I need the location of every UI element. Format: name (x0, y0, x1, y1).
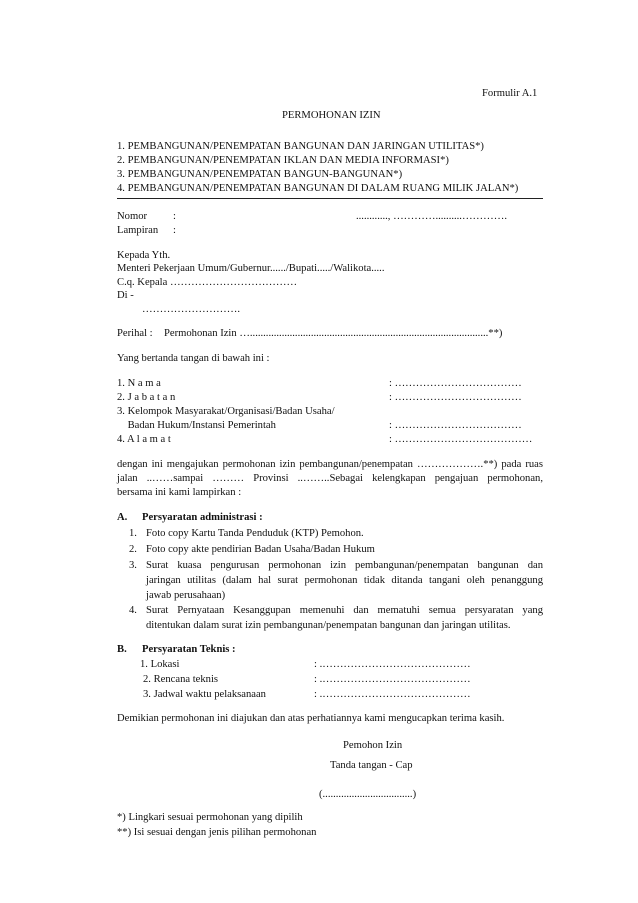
section-a-marker: A. (117, 512, 128, 523)
option-item: 1. PEMBANGUNAN/PENEMPATAN BANGUNAN DAN JARINGAN UTILITAS*) (117, 141, 484, 152)
section-a-item: Surat kuasa pengurusan permohonan izin pembangunan/penempatan bangunan dan (146, 560, 543, 571)
lampiran-label: Lampiran (117, 225, 159, 236)
section-b-label: 1. Lokasi (140, 659, 180, 670)
address-cq: C.q. Kepala ……………………………… (117, 277, 298, 288)
nomor-colon: : (173, 211, 176, 222)
intro-text: Yang bertanda tangan di bawah ini : (117, 353, 270, 364)
document-title: PERMOHONAN IZIN (282, 110, 381, 121)
option-item: 2. PEMBANGUNAN/PENEMPATAN IKLAN DAN MEDIA INFORMASI*) (117, 155, 449, 166)
section-a-item: ditentukan dalam surat izin pembangunan/penempatan bangunan dan jaringan utilitas. (146, 620, 511, 631)
section-a-item: jaringan utilitas (dalam hal surat permohonan tidak ditanda tangani oleh penanggung (146, 575, 543, 586)
identity-label: 1. N a m a (117, 378, 161, 389)
address-kepada: Kepada Yth. (117, 250, 171, 261)
identity-value: : ………………………………… (389, 434, 533, 445)
signature-pemohon: Pemohon Izin (343, 740, 403, 751)
nomor-value: ............, …………..........…………. (356, 211, 507, 222)
nomor-label: Nomor (117, 211, 148, 222)
address-di: Di - (117, 290, 134, 301)
section-a-num: 3. (129, 560, 137, 571)
perihal-value: Permohonan Izin …..........................................................................................**) (164, 328, 503, 339)
identity-label: 4. A l a m a t (117, 434, 171, 445)
address-di-value: ………………………. (142, 304, 240, 315)
signature-name-blank: (..................................) (319, 789, 417, 800)
section-b-value: : .…………………………………… (314, 674, 471, 685)
statement-line: bersama ini kami lampirkan : (117, 487, 242, 498)
identity-label: 2. J a b a t a n (117, 392, 176, 403)
section-a-num: 4. (129, 605, 137, 616)
statement-line: dengan ini mengajukan permohonan izin pembangunan/penempatan ……………….**) pada ruas (117, 459, 543, 470)
closing-text: Demikian permohonan ini diajukan dan atas perhatiannya kami mengucapkan terima kasih. (117, 713, 505, 724)
section-b-marker: B. (117, 644, 127, 655)
address-menteri: Menteri Pekerjaan Umum/Gubernur....../Bupati...../Walikota..... (117, 263, 385, 274)
identity-value: : ……………………………… (389, 392, 522, 403)
footnote: *) Lingkari sesuai permohonan yang dipilih (117, 812, 303, 823)
section-a-num: 2. (129, 544, 137, 555)
option-item: 4. PEMBANGUNAN/PENEMPATAN BANGUNAN DI DALAM RUANG MILIK JALAN*) (117, 183, 519, 194)
divider (117, 198, 543, 199)
section-a-item: Foto copy Kartu Tanda Penduduk (KTP) Pemohon. (146, 528, 364, 539)
section-b-label: 3. Jadwal waktu pelaksanaan (143, 689, 266, 700)
section-a-item: Surat Pernyataan Kesanggupan memenuhi dan mematuhi semua persyaratan yang (146, 605, 543, 616)
footnote: **) Isi sesuai dengan jenis pilihan permohonan (117, 827, 317, 838)
form-code: Formulir A.1 (482, 88, 538, 99)
section-a-item: jawab perusahaan) (146, 590, 226, 601)
section-a-num: 1. (129, 528, 137, 539)
option-item: 3. PEMBANGUNAN/PENEMPATAN BANGUN-BANGUNAN*) (117, 169, 403, 180)
statement-line: jalan ..……sampai ……… Provinsi ..……..Sebagai kelengkapan pengajuan permohonan, (117, 473, 543, 484)
identity-label: 3. Kelompok Masyarakat/Organisasi/Badan Usaha/ (117, 406, 335, 417)
section-a-title: Persyaratan administrasi : (142, 512, 263, 523)
identity-value: : ……………………………… (389, 420, 522, 431)
section-b-label: 2. Rencana teknis (143, 674, 219, 685)
identity-label: Badan Hukum/Instansi Pemerintah (117, 420, 276, 431)
identity-value: : ……………………………… (389, 378, 522, 389)
section-b-value: : .…………………………………… (314, 689, 471, 700)
lampiran-colon: : (173, 225, 176, 236)
signature-ttd: Tanda tangan - Cap (330, 760, 413, 771)
perihal-label: Perihal : (117, 328, 153, 339)
section-b-value: : .…………………………………… (314, 659, 471, 670)
section-a-item: Foto copy akte pendirian Badan Usaha/Badan Hukum (146, 544, 375, 555)
section-b-title: Persyaratan Teknis : (142, 644, 236, 655)
